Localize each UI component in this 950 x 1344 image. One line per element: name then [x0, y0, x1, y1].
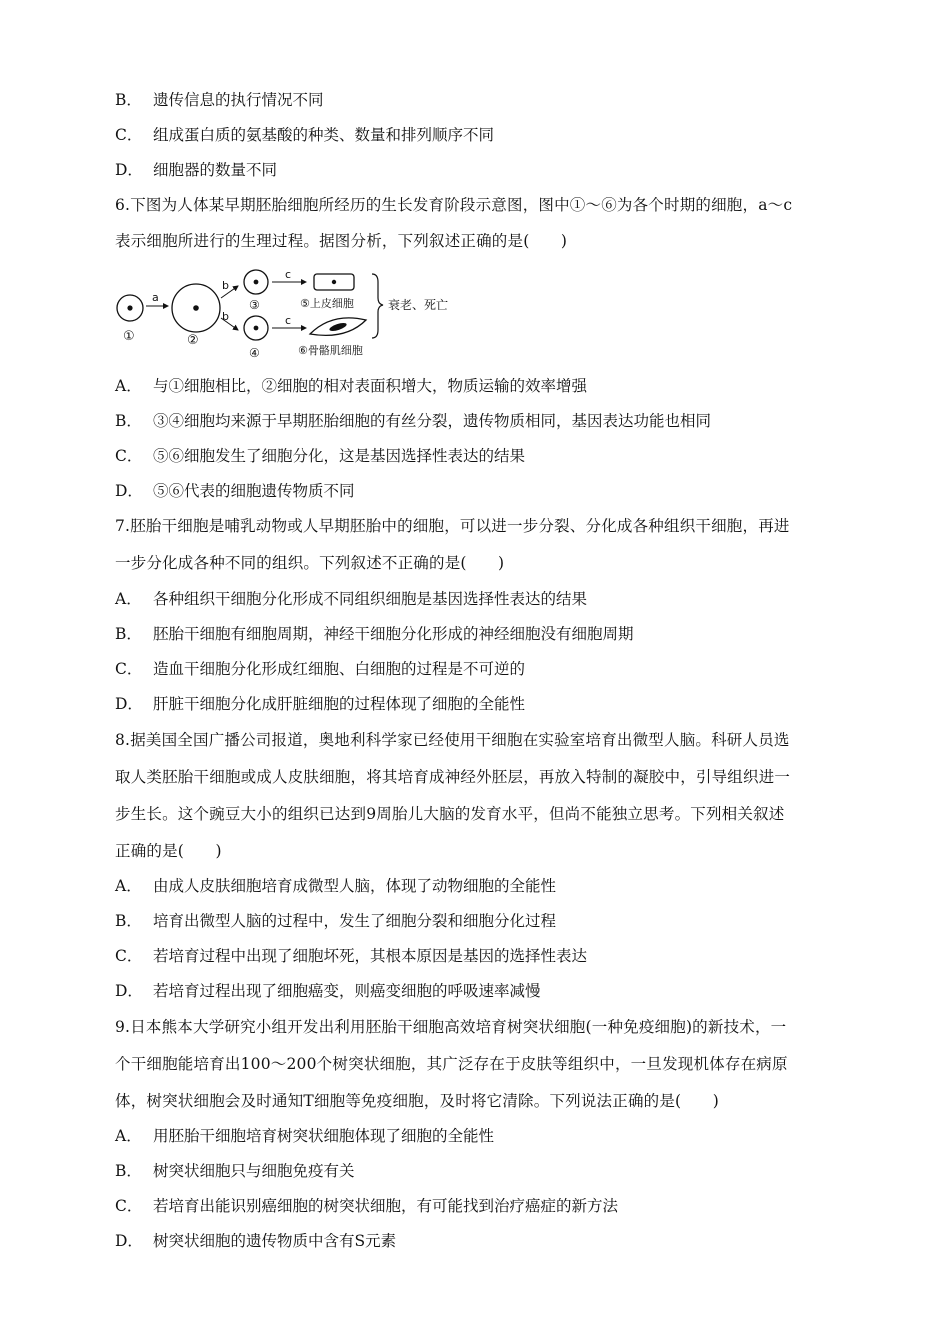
q9-option-d: D． 树突状细胞的遗传物质中含有S元素: [115, 1232, 397, 1250]
q9-option-c: C． 若培育出能识别癌细胞的树突状细胞，有可能找到治疗癌症的新方法: [115, 1197, 619, 1215]
arrow-c1-label: c: [285, 268, 292, 281]
q8-option-c: C． 若培育过程中出现了细胞坏死，其根本原因是基因的选择性表达: [115, 947, 588, 965]
q8-stem-line2: 取人类胚胎干细胞或成人皮肤细胞，将其培育成神经外胚层，再放入特制的凝胶中，引导组织进一: [115, 768, 791, 786]
q7-stem-line2: 一步分化成各种不同的组织。下列叙述不正确的是( ): [115, 554, 505, 572]
cell-3-label: ③: [249, 298, 260, 312]
q9-stem-line3: 体，树突状细胞会及时通知T细胞等免疫细胞，及时将它清除。下列说法正确的是( ): [115, 1092, 719, 1110]
cell-development-diagram: [110, 268, 460, 360]
q6-stem-line2: 表示细胞所进行的生理过程。据图分析，下列叙述正确的是( ): [115, 232, 568, 250]
q8-option-d: D． 若培育过程出现了细胞癌变，则癌变细胞的呼吸速率减慢: [115, 982, 541, 1000]
q8-stem-line4: 正确的是( ): [115, 842, 222, 860]
cell-2-label: ②: [187, 333, 199, 348]
q5-option-b: B． 遗传信息的执行情况不同: [115, 91, 324, 109]
q5-option-d: D． 细胞器的数量不同: [115, 161, 278, 179]
cell-4-label: ④: [249, 346, 260, 360]
q7-option-d: D． 肝脏干细胞分化成肝脏细胞的过程体现了细胞的全能性: [115, 695, 526, 713]
q9-option-a: A． 用胚胎干细胞培育树突状细胞体现了细胞的全能性: [115, 1127, 495, 1145]
q7-option-c: C． 造血干细胞分化形成红细胞、白细胞的过程是不可逆的: [115, 660, 526, 678]
q7-stem-line1: 7.胚胎干细胞是哺乳动物或人早期胚胎中的细胞，可以进一步分裂、分化成各种组织干细胞，再进: [115, 517, 790, 535]
q6-option-b: B． ③④细胞均来源于早期胚胎细胞的有丝分裂，遗传物质相同，基因表达功能也相同: [115, 412, 712, 430]
fate-label: 衰老、死亡: [388, 298, 449, 312]
q6-stem-line1: 6.下图为人体某早期胚胎细胞所经历的生长发育阶段示意图，图中①～⑥为各个时期的细胞，a～c: [115, 196, 793, 214]
q6-option-a: A． 与①细胞相比，②细胞的相对表面积增大，物质运输的效率增强: [115, 377, 588, 395]
cell-1-label: ①: [123, 329, 135, 344]
q8-option-b: B． 培育出微型人脑的过程中，发生了细胞分裂和细胞分化过程: [115, 912, 557, 930]
brace: [372, 274, 383, 338]
cell-6-label: ⑥骨骼肌细胞: [298, 344, 363, 357]
arrow-b1-label: b: [222, 279, 229, 292]
q9-stem-line2: 个干细胞能培育出100～200个树突状细胞，其广泛存在于皮肤等组织中，一旦发现机体存在病原: [115, 1055, 788, 1073]
q8-stem-line3: 步生长。这个豌豆大小的组织已达到9周胎儿大脑的发育水平，但尚不能独立思考。下列相关叙述: [115, 805, 785, 823]
cell-5-label: ⑤上皮细胞: [300, 297, 354, 310]
arrow-b2-label: b: [222, 310, 229, 323]
arrow-a-label: a: [152, 291, 159, 304]
q7-option-a: A． 各种组织干细胞分化形成不同组织细胞是基因选择性表达的结果: [115, 590, 588, 608]
q9-option-b: B． 树突状细胞只与细胞免疫有关: [115, 1162, 355, 1180]
q6-option-d: D． ⑤⑥代表的细胞遗传物质不同: [115, 482, 355, 500]
q8-option-a: A． 由成人皮肤细胞培育成微型人脑，体现了动物细胞的全能性: [115, 877, 557, 895]
q8-stem-line1: 8.据美国全国广播公司报道，奥地利科学家已经使用干细胞在实验室培育出微型人脑。科研人员选: [115, 731, 790, 749]
q5-option-c: C． 组成蛋白质的氨基酸的种类、数量和排列顺序不同: [115, 126, 495, 144]
q9-stem-line1: 9.日本熊本大学研究小组开发出利用胚胎干细胞高效培育树突状细胞(一种免疫细胞)的新技术，一: [115, 1018, 787, 1036]
q7-option-b: B． 胚胎干细胞有细胞周期，神经干细胞分化形成的神经细胞没有细胞周期: [115, 625, 634, 643]
arrow-c2-label: c: [285, 314, 292, 327]
q6-option-c: C． ⑤⑥细胞发生了细胞分化，这是基因选择性表达的结果: [115, 447, 526, 465]
